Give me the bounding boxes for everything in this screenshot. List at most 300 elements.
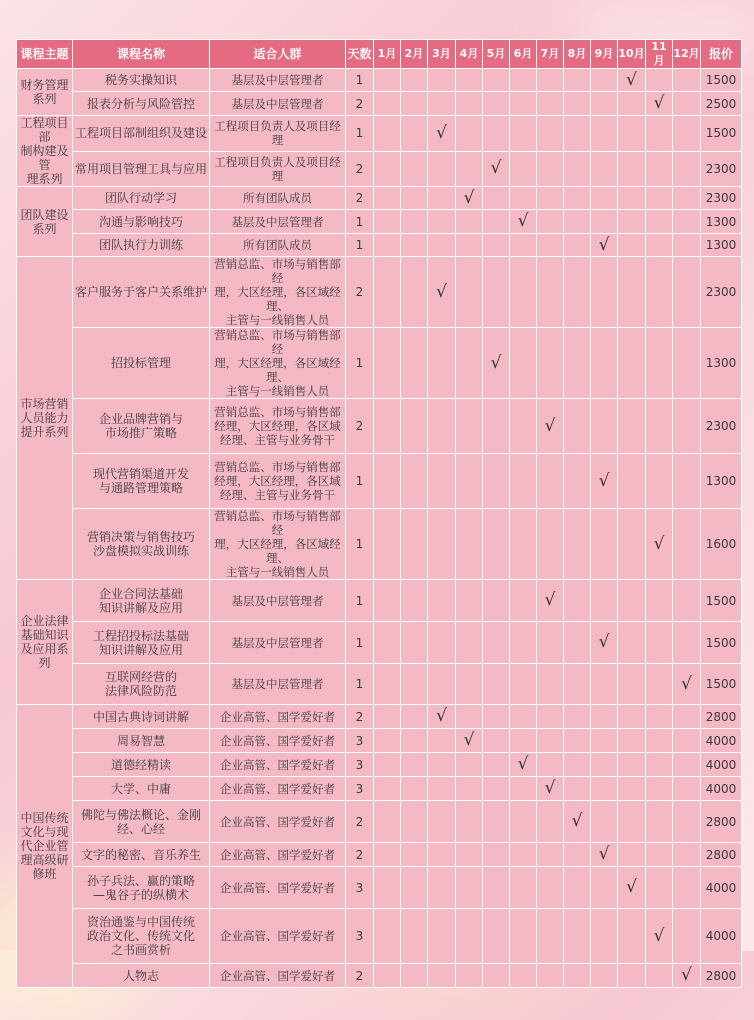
header-audience: 适合人群 [210, 40, 346, 69]
month-cell [673, 509, 701, 580]
month-cell [374, 509, 401, 580]
header-month: 2月 [401, 40, 428, 69]
check-mark-icon: √ [681, 965, 692, 985]
month-cell [483, 777, 510, 801]
month-cell [510, 964, 537, 988]
month-cell [401, 187, 428, 210]
header-price: 报价 [701, 40, 742, 69]
month-cell [428, 729, 456, 753]
month-cell [428, 69, 456, 92]
month-cell [483, 622, 510, 664]
month-cell [618, 116, 646, 152]
month-cell [618, 664, 646, 705]
month-cell [456, 664, 483, 705]
month-cell [591, 753, 618, 777]
course-name-cell: 道德经精读 [73, 753, 210, 777]
month-cell [483, 801, 510, 843]
table-row [17, 509, 742, 580]
month-cell [428, 580, 456, 622]
month-cell [673, 664, 701, 705]
month-cell [510, 580, 537, 622]
month-cell [456, 622, 483, 664]
header-month: 3月 [428, 40, 456, 69]
month-cell [646, 580, 673, 622]
month-cell [537, 753, 564, 777]
month-cell [673, 69, 701, 92]
check-mark-icon: √ [436, 281, 447, 302]
month-cell [401, 328, 428, 399]
month-cell [428, 210, 456, 234]
course-name-cell: 沟通与影响技巧 [73, 210, 210, 234]
month-cell [483, 69, 510, 92]
price-cell: 2500 [701, 92, 742, 116]
month-cell [618, 257, 646, 328]
month-cell [456, 753, 483, 777]
month-cell [537, 964, 564, 988]
audience-cell: 企业高管、国学爱好者 [210, 843, 346, 867]
month-cell [673, 92, 701, 116]
month-cell [374, 151, 401, 187]
month-cell [428, 399, 456, 454]
month-cell [591, 187, 618, 210]
month-cell [618, 909, 646, 964]
header-theme: 课程主题 [17, 40, 73, 69]
course-theme-cell: 市场营销 人员能力 提升系列 [17, 257, 73, 580]
table-row [17, 69, 742, 92]
month-cell [591, 509, 618, 580]
price-cell: 1300 [701, 328, 742, 399]
month-cell [646, 399, 673, 454]
month-cell [401, 509, 428, 580]
table-row [17, 867, 742, 909]
month-cell [428, 843, 456, 867]
month-cell [591, 729, 618, 753]
month-cell [428, 867, 456, 909]
month-cell [510, 753, 537, 777]
month-cell [564, 151, 591, 187]
month-cell [618, 454, 646, 509]
month-cell [673, 777, 701, 801]
table-row [17, 234, 742, 257]
month-cell [618, 509, 646, 580]
days-cell: 3 [346, 909, 374, 964]
days-cell: 3 [346, 867, 374, 909]
course-name-cell: 资治通鉴与中国传统 政治文化、传统文化 之书画赏析 [73, 909, 210, 964]
audience-cell: 企业高管、国学爱好者 [210, 729, 346, 753]
audience-cell: 基层及中层管理者 [210, 210, 346, 234]
check-mark-icon: √ [598, 470, 610, 491]
month-cell [673, 964, 701, 988]
month-cell [374, 909, 401, 964]
month-cell [591, 92, 618, 116]
month-cell [673, 328, 701, 399]
month-cell [673, 187, 701, 210]
month-cell [591, 909, 618, 964]
month-cell [537, 234, 564, 257]
month-cell [428, 622, 456, 664]
month-cell [591, 664, 618, 705]
month-cell [483, 580, 510, 622]
audience-cell: 工程项目负责人及项目经理 [210, 151, 346, 187]
table-row [17, 964, 742, 988]
month-cell [510, 234, 537, 257]
month-cell [428, 257, 456, 328]
days-cell: 1 [346, 328, 374, 399]
month-cell [401, 210, 428, 234]
days-cell: 2 [346, 843, 374, 867]
month-cell [510, 843, 537, 867]
month-cell [591, 234, 618, 257]
month-cell [428, 187, 456, 210]
month-cell [591, 580, 618, 622]
month-cell [537, 399, 564, 454]
month-cell [673, 580, 701, 622]
table-row [17, 843, 742, 867]
month-cell [374, 328, 401, 399]
audience-cell: 企业高管、国学爱好者 [210, 777, 346, 801]
month-cell [564, 509, 591, 580]
month-cell [483, 909, 510, 964]
month-cell [456, 509, 483, 580]
month-cell [401, 753, 428, 777]
month-cell [646, 454, 673, 509]
month-cell [456, 729, 483, 753]
month-cell [537, 69, 564, 92]
days-cell: 1 [346, 69, 374, 92]
month-cell [374, 705, 401, 729]
month-cell [618, 843, 646, 867]
price-cell: 2800 [701, 843, 742, 867]
month-cell [374, 257, 401, 328]
days-cell: 2 [346, 399, 374, 454]
month-cell [510, 257, 537, 328]
month-cell [428, 92, 456, 116]
month-cell [646, 964, 673, 988]
month-cell [673, 843, 701, 867]
header-month: 1月 [374, 40, 401, 69]
month-cell [673, 210, 701, 234]
month-cell [510, 909, 537, 964]
check-mark-icon: √ [626, 877, 637, 897]
month-cell [374, 187, 401, 210]
month-cell [456, 580, 483, 622]
month-cell [537, 729, 564, 753]
price-cell: 2300 [701, 187, 742, 210]
month-cell [510, 622, 537, 664]
course-name-cell: 中国古典诗词讲解 [73, 705, 210, 729]
month-cell [510, 328, 537, 399]
price-cell: 1300 [701, 234, 742, 257]
month-cell [564, 867, 591, 909]
month-cell [618, 69, 646, 92]
month-cell [374, 399, 401, 454]
table-row [17, 151, 742, 187]
month-cell [510, 399, 537, 454]
month-cell [456, 187, 483, 210]
month-cell [456, 964, 483, 988]
month-cell [537, 454, 564, 509]
month-cell [618, 777, 646, 801]
days-cell: 2 [346, 964, 374, 988]
month-cell [428, 964, 456, 988]
month-cell [456, 705, 483, 729]
month-cell [483, 753, 510, 777]
month-cell [673, 705, 701, 729]
month-cell [510, 777, 537, 801]
month-cell [564, 801, 591, 843]
month-cell [618, 729, 646, 753]
month-cell [591, 777, 618, 801]
month-cell [401, 151, 428, 187]
days-cell: 2 [346, 92, 374, 116]
month-cell [564, 622, 591, 664]
month-cell [537, 187, 564, 210]
days-cell: 1 [346, 116, 374, 152]
course-name-cell: 文字的秘密、音乐养生 [73, 843, 210, 867]
table-row [17, 777, 742, 801]
month-cell [564, 753, 591, 777]
course-name-cell: 现代营销渠道开发 与通路管理策略 [73, 454, 210, 509]
month-cell [374, 92, 401, 116]
month-cell [564, 257, 591, 328]
month-cell [510, 867, 537, 909]
month-cell [618, 151, 646, 187]
month-cell [401, 69, 428, 92]
month-cell [673, 257, 701, 328]
month-cell [374, 843, 401, 867]
price-cell: 2300 [701, 151, 742, 187]
month-cell [483, 234, 510, 257]
month-cell [537, 210, 564, 234]
check-mark-icon: √ [681, 673, 692, 694]
audience-cell: 基层及中层管理者 [210, 580, 346, 622]
header-month: 10月 [618, 40, 646, 69]
month-cell [564, 116, 591, 152]
course-theme-cell: 工程项目部 制构建及管 理系列 [17, 116, 73, 187]
month-cell [618, 801, 646, 843]
month-cell [483, 964, 510, 988]
check-mark-icon: √ [517, 754, 529, 774]
course-name-cell: 营销决策与销售技巧 沙盘模拟实战训练 [73, 509, 210, 580]
header-days: 天数 [346, 40, 374, 69]
month-cell [591, 399, 618, 454]
month-cell [646, 234, 673, 257]
price-cell: 1300 [701, 210, 742, 234]
price-cell: 2800 [701, 801, 742, 843]
month-cell [537, 664, 564, 705]
course-name-cell: 大学、中庸 [73, 777, 210, 801]
price-cell: 4000 [701, 753, 742, 777]
days-cell: 1 [346, 454, 374, 509]
month-cell [428, 454, 456, 509]
month-cell [510, 705, 537, 729]
audience-cell: 营销总监、市场与销售部经 理，大区经理，各区域经理、 主管与一线销售人员 [210, 509, 346, 580]
days-cell: 2 [346, 257, 374, 328]
header-month: 6月 [510, 40, 537, 69]
month-cell [374, 116, 401, 152]
price-cell: 1500 [701, 116, 742, 152]
month-cell [591, 705, 618, 729]
price-cell: 4000 [701, 777, 742, 801]
check-mark-icon: √ [490, 158, 502, 179]
month-cell [401, 909, 428, 964]
month-cell [483, 399, 510, 454]
month-cell [510, 729, 537, 753]
audience-cell: 企业高管、国学爱好者 [210, 801, 346, 843]
month-cell [646, 151, 673, 187]
month-cell [483, 729, 510, 753]
check-mark-icon: √ [653, 93, 665, 113]
price-cell: 2300 [701, 399, 742, 454]
month-cell [564, 705, 591, 729]
month-cell [618, 210, 646, 234]
month-cell [456, 92, 483, 116]
days-cell: 1 [346, 664, 374, 705]
month-cell [401, 729, 428, 753]
month-cell [673, 753, 701, 777]
course-name-cell: 报表分析与风险管控 [73, 92, 210, 116]
table-row [17, 801, 742, 843]
table-row [17, 622, 742, 664]
month-cell [456, 151, 483, 187]
price-cell: 1600 [701, 509, 742, 580]
month-cell [374, 753, 401, 777]
audience-cell: 营销总监、市场与销售部 经理，大区经理，各区域 经理、主管与业务骨干 [210, 454, 346, 509]
month-cell [564, 580, 591, 622]
month-cell [646, 210, 673, 234]
audience-cell: 企业高管、国学爱好者 [210, 964, 346, 988]
price-cell: 1500 [701, 580, 742, 622]
course-name-cell: 团队行动学习 [73, 187, 210, 210]
check-mark-icon: √ [436, 122, 447, 143]
month-cell [456, 909, 483, 964]
check-mark-icon: √ [653, 533, 665, 554]
table-row [17, 257, 742, 328]
month-cell [646, 729, 673, 753]
month-cell [428, 777, 456, 801]
table-row [17, 210, 742, 234]
price-cell: 4000 [701, 867, 742, 909]
month-cell [374, 454, 401, 509]
month-cell [537, 151, 564, 187]
days-cell: 3 [346, 777, 374, 801]
month-cell [428, 234, 456, 257]
course-name-cell: 常用项目管理工具与应用 [73, 151, 210, 187]
month-cell [537, 909, 564, 964]
course-theme-cell: 财务管理 系列 [17, 69, 73, 116]
month-cell [483, 257, 510, 328]
month-cell [401, 664, 428, 705]
month-cell [401, 867, 428, 909]
month-cell [646, 328, 673, 399]
month-cell [428, 753, 456, 777]
month-cell [537, 867, 564, 909]
month-cell [673, 151, 701, 187]
check-mark-icon: √ [626, 69, 637, 90]
table-row [17, 664, 742, 705]
days-cell: 1 [346, 580, 374, 622]
month-cell [510, 210, 537, 234]
month-cell [401, 116, 428, 152]
month-cell [537, 843, 564, 867]
month-cell [510, 69, 537, 92]
month-cell [374, 964, 401, 988]
month-cell [537, 801, 564, 843]
month-cell [537, 622, 564, 664]
month-cell [456, 69, 483, 92]
month-cell [564, 843, 591, 867]
month-cell [591, 151, 618, 187]
table-row [17, 328, 742, 399]
days-cell: 3 [346, 729, 374, 753]
month-cell [673, 867, 701, 909]
check-mark-icon: √ [571, 811, 583, 831]
month-cell [646, 92, 673, 116]
month-cell [510, 454, 537, 509]
month-cell [483, 151, 510, 187]
month-cell [428, 705, 456, 729]
month-cell [374, 580, 401, 622]
check-mark-icon: √ [436, 706, 447, 726]
price-cell: 4000 [701, 729, 742, 753]
course-name-cell: 人物志 [73, 964, 210, 988]
month-cell [428, 328, 456, 399]
audience-cell: 营销总监、市场与销售部经 理，大区经理，各区域经理、 主管与一线销售人员 [210, 328, 346, 399]
month-cell [646, 753, 673, 777]
table-row [17, 116, 742, 152]
month-cell [374, 210, 401, 234]
price-cell: 4000 [701, 909, 742, 964]
month-cell [510, 664, 537, 705]
days-cell: 1 [346, 234, 374, 257]
month-cell [401, 454, 428, 509]
price-cell: 2300 [701, 257, 742, 328]
month-cell [537, 116, 564, 152]
month-cell [591, 867, 618, 909]
month-cell [564, 328, 591, 399]
table-row [17, 92, 742, 116]
month-cell [591, 328, 618, 399]
month-cell [537, 777, 564, 801]
price-cell: 1300 [701, 454, 742, 509]
table-row [17, 399, 742, 454]
days-cell: 2 [346, 705, 374, 729]
month-cell [401, 843, 428, 867]
month-cell [537, 580, 564, 622]
audience-cell: 基层及中层管理者 [210, 92, 346, 116]
check-mark-icon: √ [463, 187, 475, 208]
days-cell: 1 [346, 509, 374, 580]
month-cell [646, 909, 673, 964]
month-cell [401, 622, 428, 664]
month-cell [618, 705, 646, 729]
month-cell [401, 777, 428, 801]
month-cell [618, 867, 646, 909]
month-cell [537, 92, 564, 116]
month-cell [618, 234, 646, 257]
audience-cell: 基层及中层管理者 [210, 622, 346, 664]
course-name-cell: 工程项目部制组织及建设 [73, 116, 210, 152]
course-name-cell: 团队执行力训练 [73, 234, 210, 257]
month-cell [401, 964, 428, 988]
table-row [17, 187, 742, 210]
month-cell [646, 867, 673, 909]
audience-cell: 工程项目负责人及项目经理 [210, 116, 346, 152]
month-cell [673, 454, 701, 509]
month-cell [646, 664, 673, 705]
month-cell [483, 867, 510, 909]
month-cell [618, 964, 646, 988]
